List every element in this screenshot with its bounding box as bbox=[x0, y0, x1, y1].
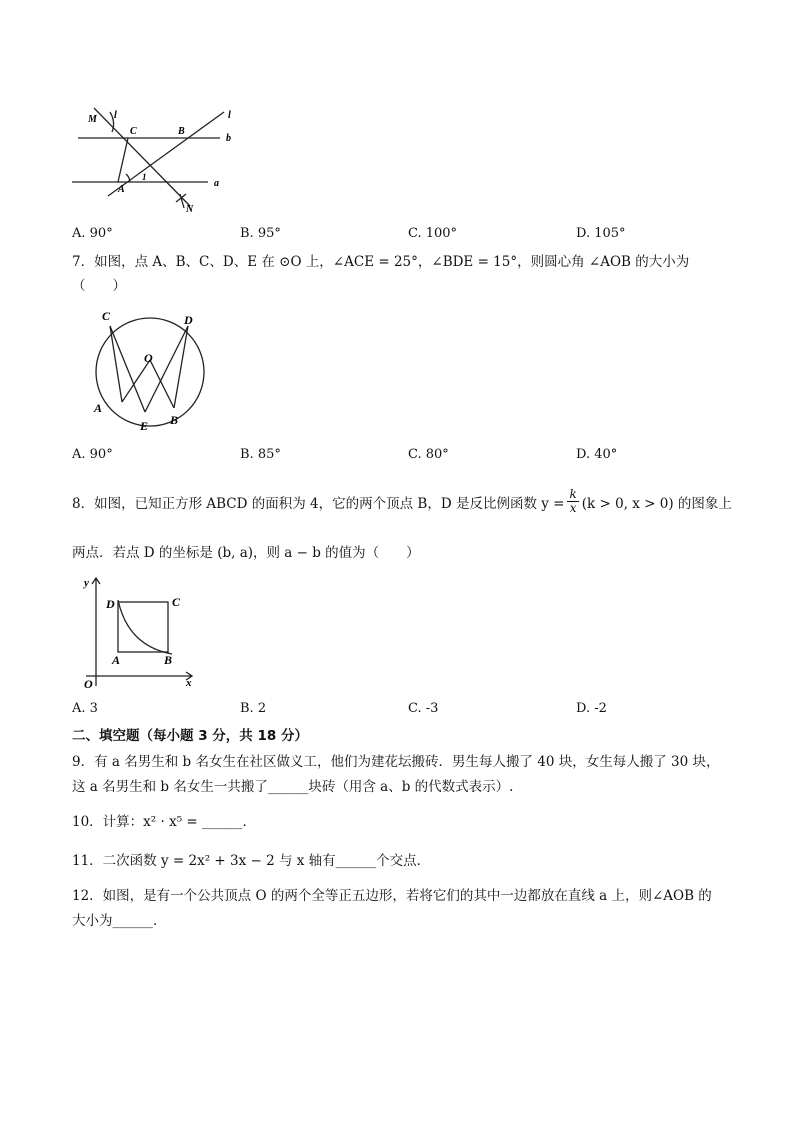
q10-stem: 10．计算：x² · x⁵ = ______． bbox=[72, 814, 256, 830]
q7-option-b[interactable]: B. 85° bbox=[240, 447, 281, 462]
label-b-line: b bbox=[226, 133, 231, 144]
label-a: A bbox=[94, 401, 103, 415]
q8-figure bbox=[80, 574, 200, 694]
q9-stem-line2: 这 a 名男生和 b 名女生一共搬了______块砖（用含 a、b 的代数式表示）. bbox=[72, 779, 514, 795]
q6-options bbox=[72, 226, 732, 246]
label-c: C bbox=[172, 595, 181, 609]
q8-stem-line2: 两点．若点 D 的坐标是 (b, a)，则 a − b 的值为（ ） bbox=[72, 545, 420, 561]
q8-option-b[interactable]: B. 2 bbox=[240, 701, 267, 716]
q6-option-a[interactable]: A. 90° bbox=[72, 226, 113, 241]
label-a-point: A bbox=[118, 184, 125, 195]
line-l-right bbox=[108, 112, 224, 196]
label-angle-1: 1 bbox=[142, 172, 147, 182]
label-o: O bbox=[144, 351, 153, 365]
square-abcd bbox=[118, 602, 168, 652]
q6-figure bbox=[68, 104, 248, 216]
label-o: O bbox=[84, 677, 93, 691]
q6-option-d[interactable]: D. 105° bbox=[576, 226, 626, 241]
q9-stem-line1: 9．有 a 名男生和 b 名女生在社区做义工，他们为建花坛搬砖．男生每人搬了 40 块，女生每人搬了 30 块， bbox=[72, 754, 720, 770]
label-x: x bbox=[186, 677, 192, 689]
q8-stem-part1: 8．如图，已知正方形 ABCD 的面积为 4，它的两个顶点 B，D 是反比例函数 y = bbox=[72, 495, 565, 512]
q8-option-a[interactable]: A. 3 bbox=[72, 701, 98, 716]
q7-stem-line2: （ ） bbox=[72, 278, 126, 294]
label-l-right: l bbox=[228, 110, 231, 121]
label-d: D bbox=[106, 597, 115, 611]
label-e: E bbox=[140, 419, 149, 433]
q12-stem-line2: 大小为______． bbox=[72, 913, 167, 929]
line-l bbox=[94, 108, 190, 206]
label-a-line: a bbox=[214, 178, 219, 189]
q8-fraction-denominator: x bbox=[569, 501, 577, 515]
label-c: C bbox=[130, 126, 137, 137]
q8-stem-part2: (k > 0, x > 0) 的图象上 bbox=[581, 495, 732, 512]
q8-fraction-numerator: k bbox=[569, 487, 577, 501]
label-b-point: B bbox=[178, 126, 185, 137]
section-2-heading: 二、填空题（每小题 3 分，共 18 分） bbox=[72, 728, 308, 744]
label-y: y bbox=[84, 577, 89, 589]
q7-option-c[interactable]: C. 80° bbox=[408, 447, 449, 462]
q8-option-d[interactable]: D. -2 bbox=[576, 701, 607, 716]
q6-option-b[interactable]: B. 95° bbox=[240, 226, 281, 241]
q7-option-d[interactable]: D. 40° bbox=[576, 447, 618, 462]
q6-option-c[interactable]: C. 100° bbox=[408, 226, 458, 241]
hyperbola-curve bbox=[118, 600, 172, 654]
q8-options bbox=[72, 701, 732, 721]
label-b: B bbox=[170, 413, 179, 427]
label-l-top: l bbox=[114, 110, 117, 121]
label-a: A bbox=[112, 653, 121, 667]
q11-stem: 11．二次函数 y = 2x² + 3x − 2 与 x 轴有______个交点． bbox=[72, 853, 431, 869]
label-c: C bbox=[102, 309, 111, 323]
q7-options bbox=[72, 447, 732, 467]
q7-figure bbox=[90, 304, 210, 434]
q12-stem-line1: 12．如图，是有一个公共顶点 O 的两个全等正五边形，若将它们的其中一边都放在直线 a 上，则∠AOB 的 bbox=[72, 888, 712, 904]
label-m: M bbox=[88, 114, 97, 125]
q7-option-a[interactable]: A. 90° bbox=[72, 447, 113, 462]
q7-stem-line1: 7．如图，点 A、B、C、D、E 在 ⊙O 上，∠ACE = 25°，∠BDE = 15°，则圆心角 ∠AOB 的大小为 bbox=[72, 254, 690, 270]
q8-option-c[interactable]: C. -3 bbox=[408, 701, 439, 716]
label-b: B bbox=[164, 653, 173, 667]
label-d: D bbox=[184, 313, 193, 327]
label-n: N bbox=[186, 204, 194, 215]
q8-fraction bbox=[567, 488, 578, 515]
circle-o bbox=[96, 318, 204, 426]
q8-stem-line1 bbox=[72, 488, 732, 515]
